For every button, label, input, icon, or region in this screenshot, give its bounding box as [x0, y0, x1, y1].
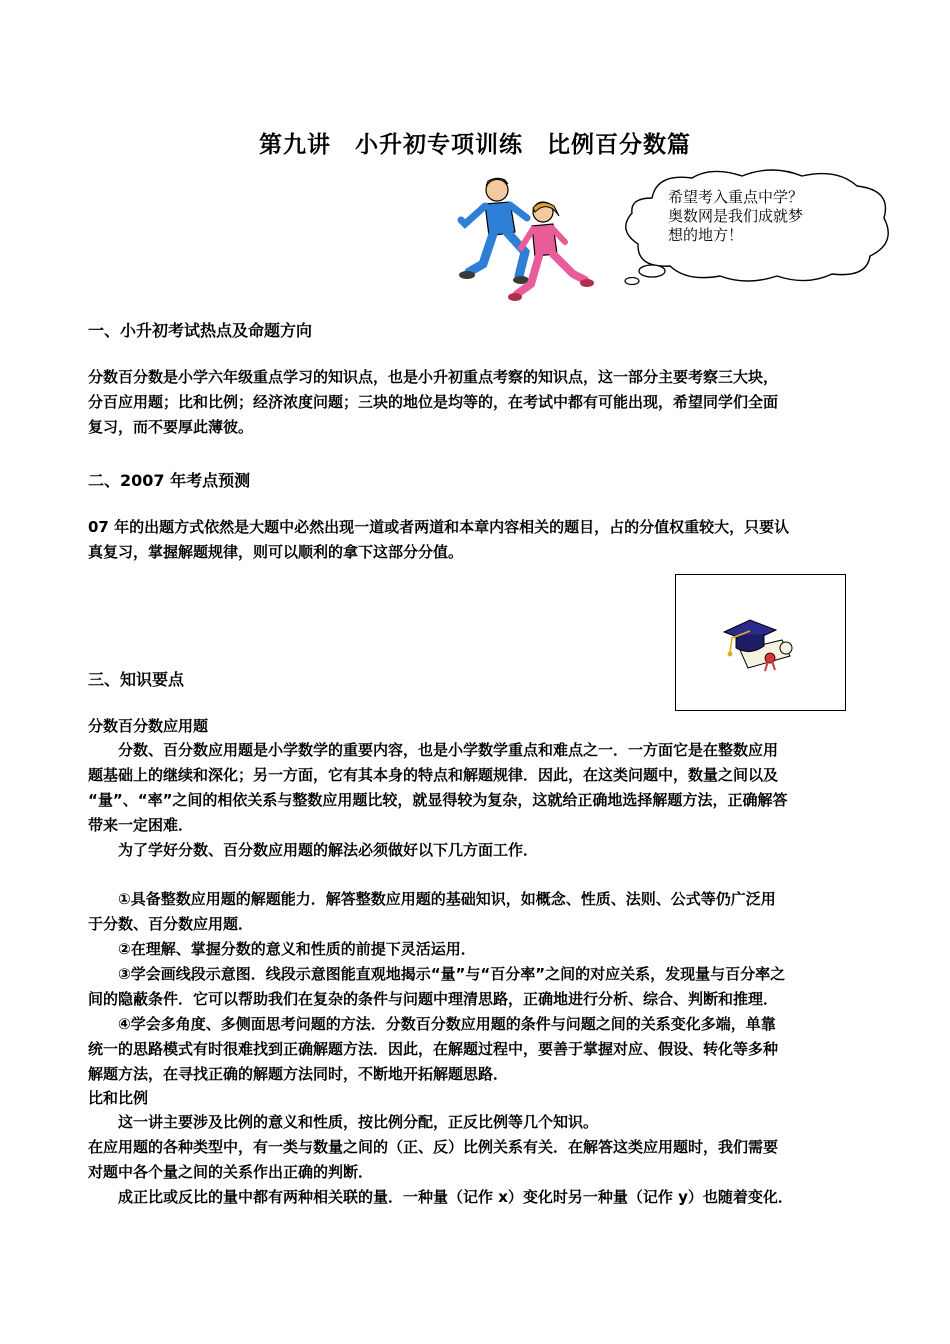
paragraph-line: 在应用题的各种类型中，有一类与数量之间的（正、反）比例关系有关．在解答这类应用题时，我们需要	[88, 1138, 779, 1156]
paragraph-line: 对题中各个量之间的关系作出正确的判断．	[88, 1163, 374, 1181]
paragraph-line: 带来一定困难．	[88, 816, 194, 834]
section-heading-key-points: 三、知识要点	[88, 670, 185, 689]
point-line: 统一的思路模式有时很难找到正确解题方法．因此，在解题过程中，要善于掌握对应、假设、转化等多种	[88, 1040, 779, 1058]
paragraph-line: 07 年的出题方式依然是大题中必然出现一道或者两道和本章内容相关的题目，占的分值权重较大，只要认	[88, 518, 790, 536]
bubble-line: 奥数网是我们成就梦	[668, 207, 804, 225]
runners-illustration	[455, 172, 595, 307]
subheading-fraction-problems: 分数百分数应用题	[88, 717, 209, 735]
paragraph-line: “量”、“率”之间的相依关系与整数应用题比较，就显得较为复杂，这就给正确地选择解题方法，正确解答	[88, 791, 788, 809]
paragraph-line: 题基础上的继续和深化；另一方面，它有其本身的特点和解题规律．因此，在这类问题中，数量之间以及	[88, 766, 779, 784]
point-line: 间的隐蔽条件．它可以帮助我们在复杂的条件与问题中理清思路，正确地进行分析、综合、判断和推理．	[88, 990, 779, 1008]
point-line: ④学会多角度、多侧面思考问题的方法．分数百分数应用题的条件与问题之间的关系变化多端，单靠	[88, 1015, 776, 1033]
paragraph-line: 分数、百分数应用题是小学数学的重要内容，也是小学数学重点和难点之一．一方面它是在整数应用	[88, 741, 779, 759]
subheading-ratio-proportion: 比和比例	[88, 1089, 149, 1107]
paragraph-line: 成正比或反比的量中都有两种相关联的量．一种量（记作 x）变化时另一种量（记作 y）也随着变化．	[88, 1188, 793, 1206]
point-line: 于分数、百分数应用题．	[88, 915, 254, 933]
paragraph-line: 分百应用题；比和比例；经济浓度问题；三块的地位是均等的，在考试中都有可能出现，希望同学们全面	[88, 393, 779, 411]
point-line: ③学会画线段示意图．线段示意图能直观地揭示“量”与“百分率”之间的对应关系，发现量与百分率之	[88, 965, 786, 983]
paragraph-line: 分数百分数是小学六年级重点学习的知识点，也是小升初重点考察的知识点，这一部分主要考察三大块，	[88, 368, 779, 386]
paragraph-line: 复习，而不要厚此薄彼。	[88, 418, 254, 436]
graduation-cap-diploma-icon	[720, 616, 795, 678]
paragraph-line: 这一讲主要涉及比例的意义和性质，按比例分配，正反比例等几个知识。	[88, 1113, 599, 1131]
point-line: ②在理解、掌握分数的意义和性质的前提下灵活运用．	[88, 940, 476, 958]
point-line: 解题方法，在寻找正确的解题方法同时，不断地开拓解题思路．	[88, 1065, 509, 1083]
bubble-text	[668, 188, 843, 245]
page-title: 第九讲 小升初专项训练 比例百分数篇	[259, 132, 691, 158]
bubble-line: 想的地方！	[668, 226, 744, 244]
section-heading-hotspots: 一、小升初考试热点及命题方向	[88, 321, 313, 340]
paragraph-line: 真复习，掌握解题规律，则可以顺利的拿下这部分分值。	[88, 543, 464, 561]
point-line: ①具备整数应用题的解题能力．解答整数应用题的基础知识，如概念、性质、法则、公式等仍广泛用	[88, 890, 776, 908]
paragraph-line: 为了学好分数、百分数应用题的解法必须做好以下几方面工作．	[88, 841, 539, 859]
bubble-line: 希望考入重点中学？	[668, 188, 804, 206]
section-heading-forecast: 二、2007 年考点预测	[88, 471, 251, 490]
